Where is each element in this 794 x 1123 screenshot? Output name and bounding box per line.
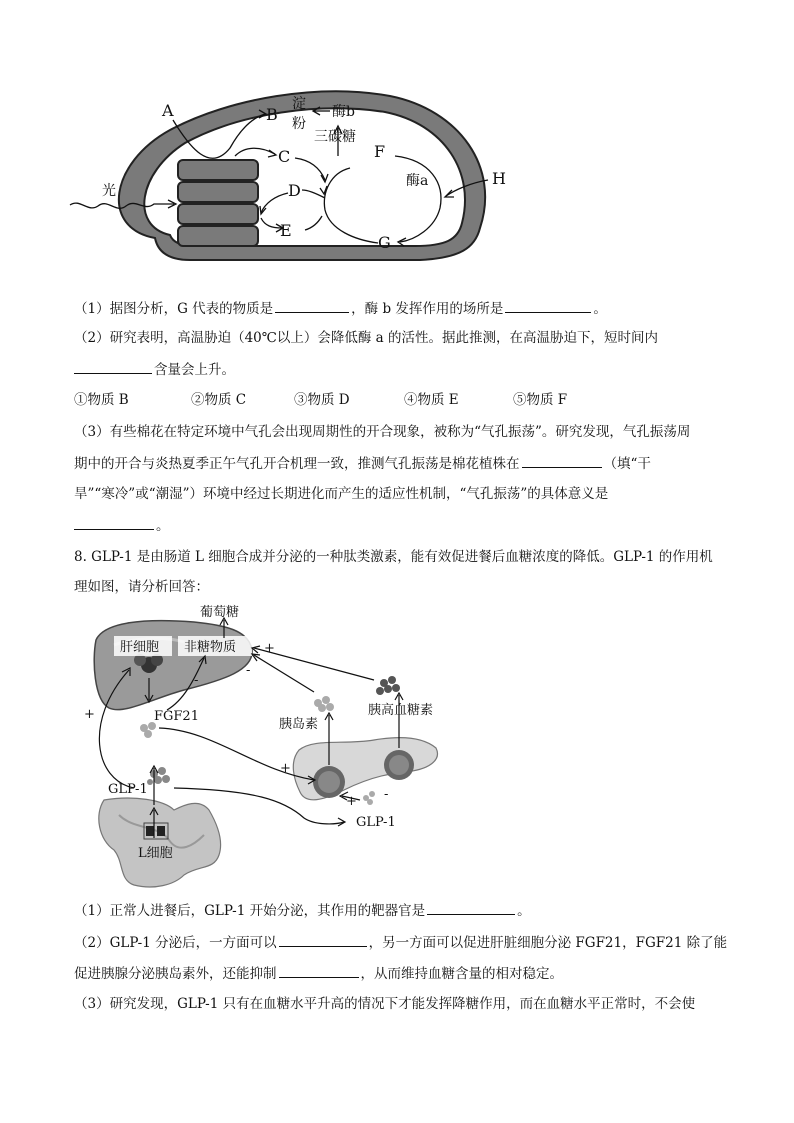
label-liver-cell: 肝细胞	[120, 640, 160, 655]
label-A: A	[162, 101, 174, 120]
q7-part2-line1: （2）研究表明，高温胁迫（40℃以上）会降低酶 a 的活性。据此推测，在高温胁迫下，短时间内	[74, 330, 658, 346]
option-1: ①物质 B	[74, 392, 129, 408]
pancreas-shape	[293, 738, 437, 800]
q8-part3-line1: （3）研究发现，GLP-1 只有在血糖水平升高的情况下才能发挥降糖作用，而在血糖水平正常时，不会使	[74, 996, 696, 1012]
label-D: D	[288, 181, 301, 200]
blank[interactable]	[74, 515, 154, 530]
option-3: ③物质 D	[294, 392, 350, 408]
q8-intro-line2: 理如图，请分析回答：	[74, 579, 209, 595]
thylakoid-stack	[178, 160, 258, 246]
label-glp1-left: GLP-1	[108, 782, 148, 797]
glp1-mechanism-diagram	[74, 600, 474, 892]
q7-part3-line2: 期中的开合与炎热夏季正午气孔开合机理一致，推测气孔振荡是棉花植株在 （填“干	[74, 453, 651, 474]
sign-plus: +	[84, 707, 95, 722]
label-H: H	[492, 169, 506, 188]
liver-shape	[94, 621, 252, 710]
q7-part1: （1）据图分析，G 代表的物质是 ，酶 b 发挥作用的场所是 。	[74, 298, 607, 319]
sign-minus: -	[246, 663, 251, 678]
label-B: B	[266, 105, 278, 124]
label-starch-1: 淀	[292, 96, 306, 112]
blank[interactable]	[505, 298, 591, 313]
intestine-shape	[99, 798, 221, 887]
label-glucose: 葡萄糖	[200, 605, 240, 620]
q7-part3-line4: 。	[74, 515, 170, 536]
label-enzyme-b: 酶b	[332, 104, 355, 120]
label-E: E	[280, 221, 292, 240]
option-5: ⑤物质 F	[513, 392, 568, 408]
sign-plus: +	[346, 794, 357, 809]
label-glucagon: 胰高血糖素	[368, 703, 434, 718]
label-enzyme-a: 酶a	[406, 173, 429, 189]
label-starch-2: 粉	[292, 116, 306, 132]
blank[interactable]	[427, 900, 515, 915]
label-light: 光	[102, 183, 116, 199]
label-triose: 三碳糖	[314, 129, 356, 145]
label-G: G	[378, 233, 391, 252]
q8-part2-line2: 促进胰腺分泌胰岛素外，还能抑制 ，从而维持血糖含量的相对稳定。	[74, 963, 563, 984]
q7-part3-line1: （3）有些棉花在特定环境中气孔会出现周期性的开合现象，被称为“气孔振荡”。研究发现，气孔振荡周	[74, 424, 691, 440]
sign-minus: -	[194, 673, 199, 688]
label-F: F	[374, 142, 386, 161]
q8-part2-line1: （2）GLP-1 分泌后，一方面可以 ，另一方面可以促进肝脏细胞分泌 FGF21，FGF21 除了能	[74, 932, 727, 953]
label-non-sugar: 非糖物质	[184, 640, 237, 655]
q7-part2-line2: 含量会上升。	[74, 359, 235, 380]
label-l-cell: L细胞	[138, 846, 173, 861]
label-C: C	[278, 147, 291, 166]
label-fgf21: FGF21	[154, 709, 199, 724]
blank[interactable]	[279, 963, 359, 978]
blank[interactable]	[74, 359, 152, 374]
sign-minus: -	[384, 787, 389, 802]
option-2: ②物质 C	[191, 392, 247, 408]
blank[interactable]	[275, 298, 349, 313]
sign-plus: +	[264, 641, 275, 656]
q8-intro-line1: 8. GLP-1 是由肠道 L 细胞合成并分泌的一种肽类激素，能有效促进餐后血糖浓度的降低。GLP-1 的作用机	[74, 549, 713, 565]
sign-plus: +	[280, 761, 291, 776]
option-4: ④物质 E	[404, 392, 459, 408]
label-insulin: 胰岛素	[279, 717, 319, 732]
blank[interactable]	[279, 932, 367, 947]
q7-part3-line3: 旱”“寒冷”或“潮湿”）环境中经过长期进化而产生的适应性机制，“气孔振荡”的具体意义是	[74, 486, 609, 502]
blank[interactable]	[522, 453, 602, 468]
q8-part1: （1）正常人进餐后，GLP-1 开始分泌，其作用的靶器官是 。	[74, 900, 531, 921]
label-glp1-right: GLP-1	[356, 815, 396, 830]
chloroplast-diagram	[60, 78, 520, 278]
